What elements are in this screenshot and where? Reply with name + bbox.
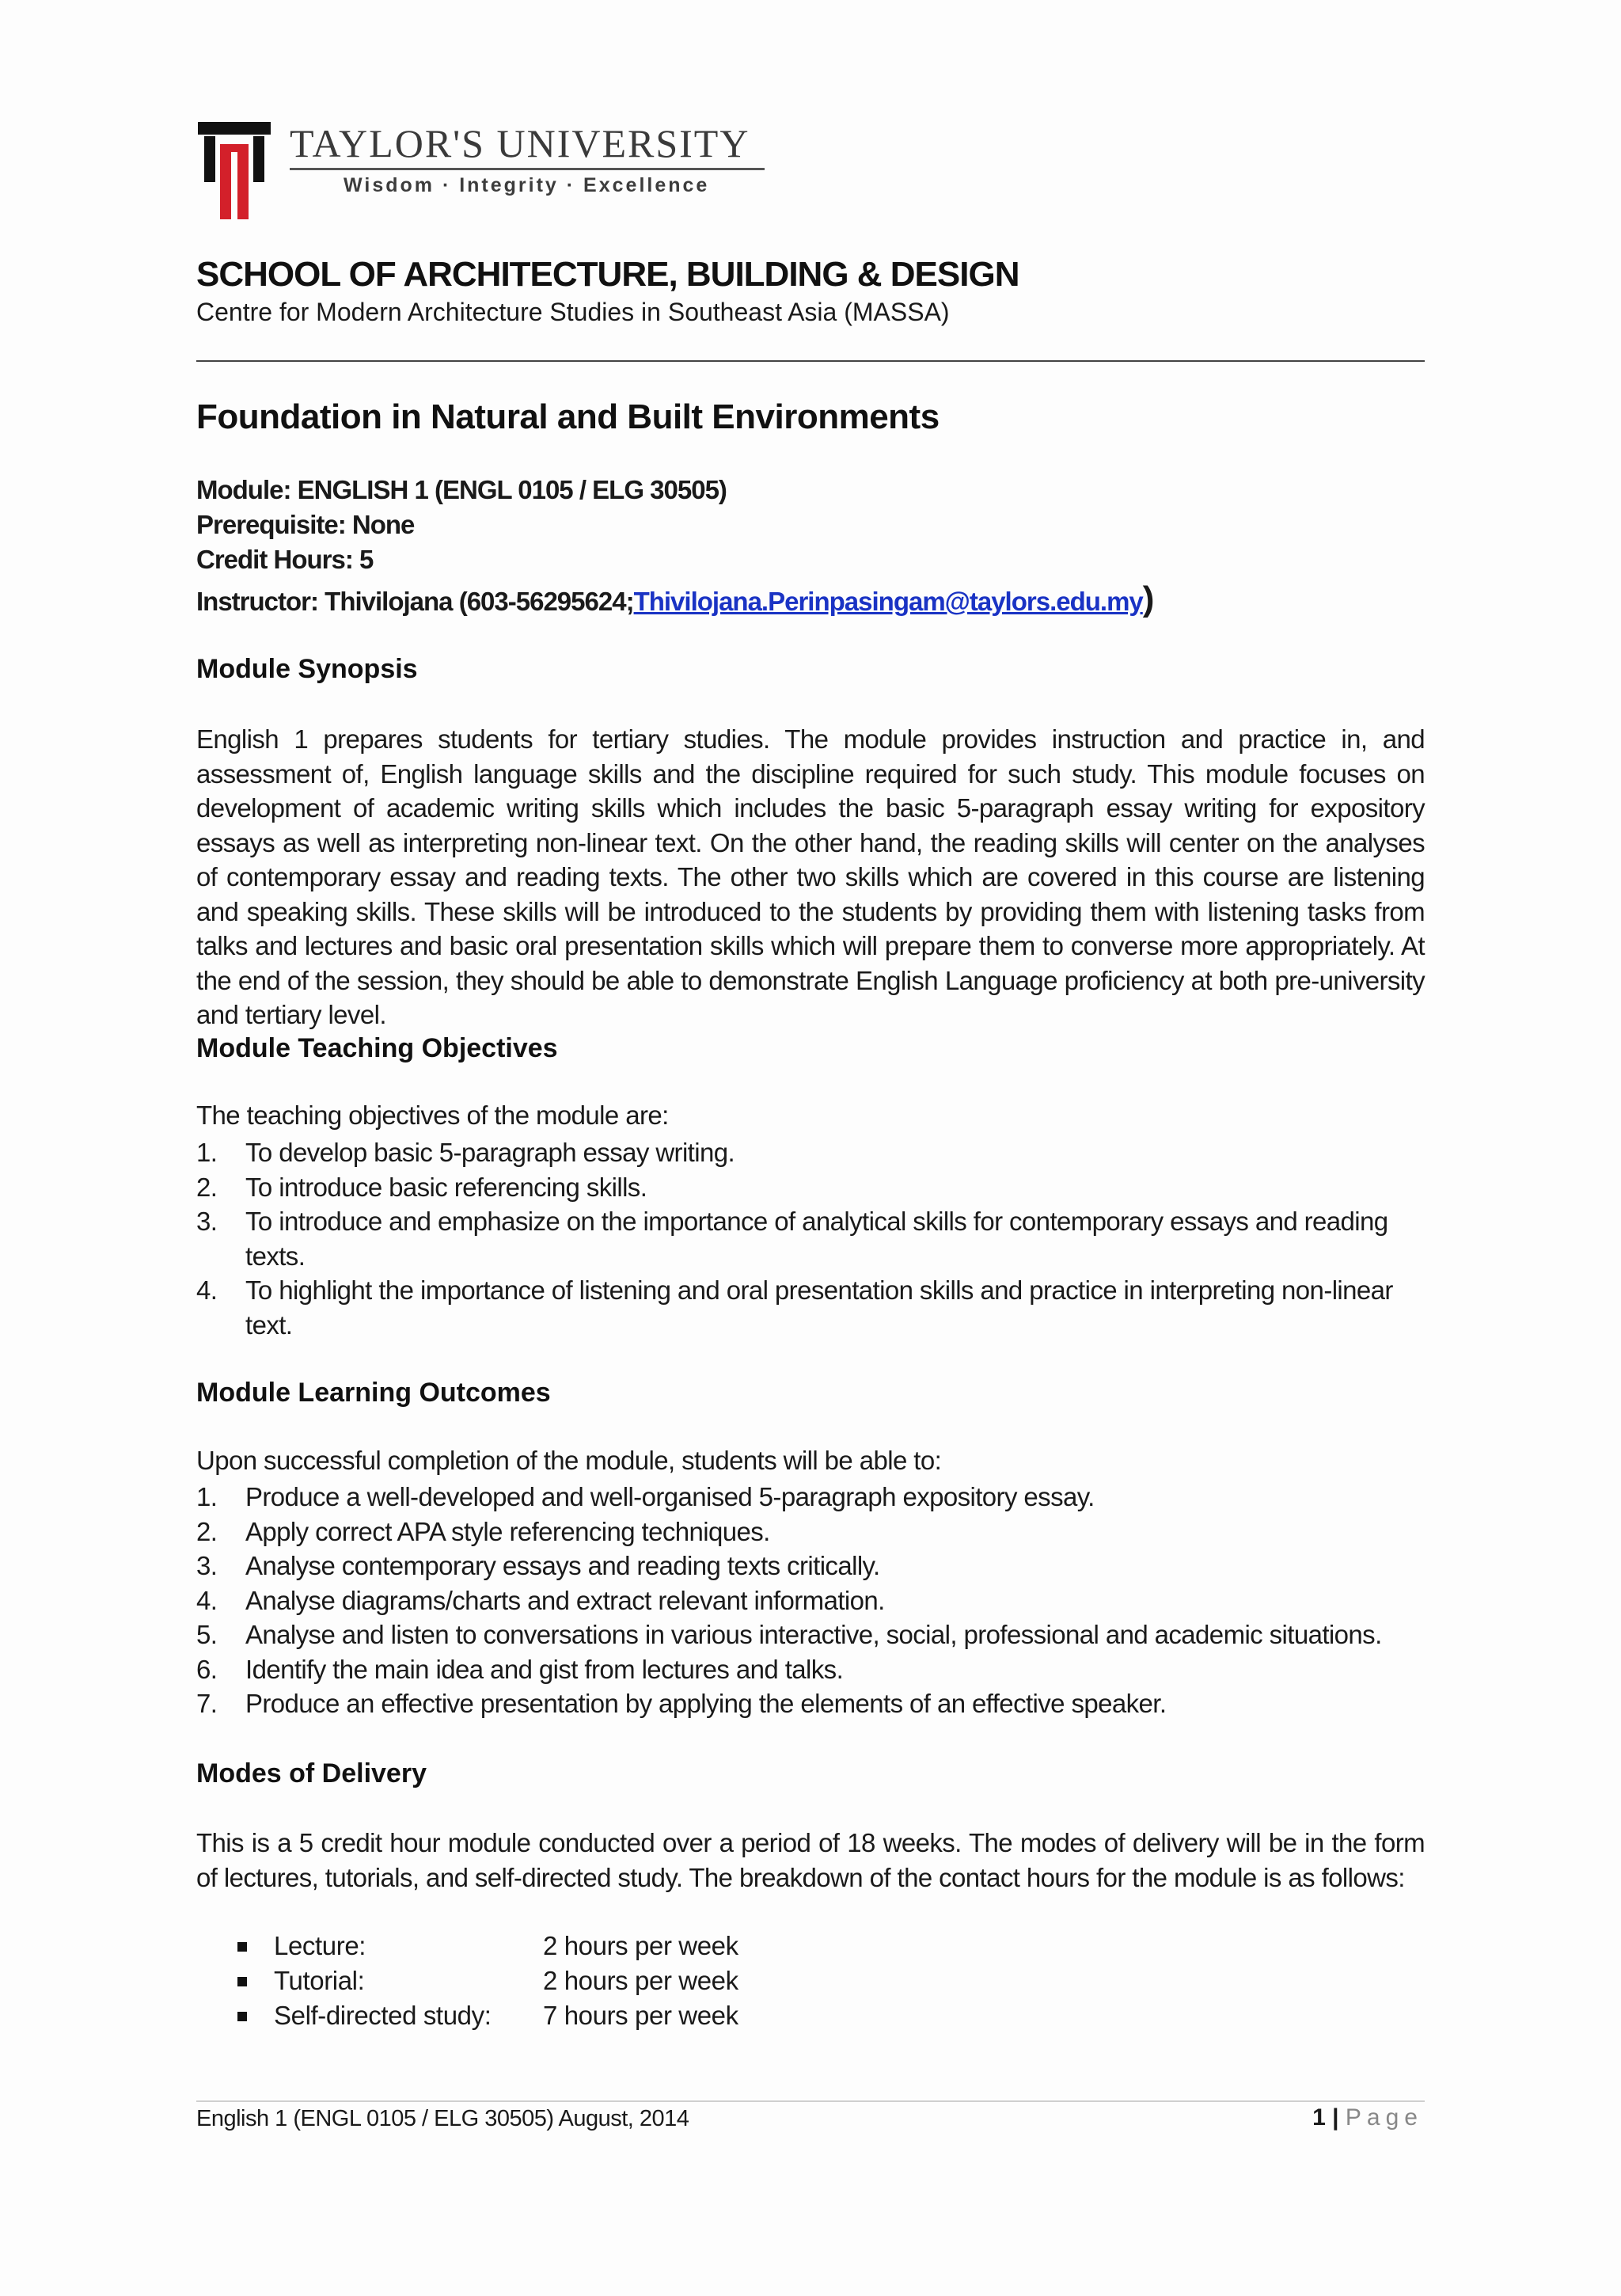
synopsis-heading: Module Synopsis — [196, 654, 418, 684]
outcomes-intro: Upon successful completion of the module, students will be able to: — [196, 1446, 942, 1475]
bullet-square-icon — [237, 1942, 247, 1952]
footer-course-info: English 1 (ENGL 0105 / ELG 30505) August, 2014 — [196, 2106, 689, 2131]
program-title: Foundation in Natural and Built Environments — [196, 397, 940, 436]
list-item: 1. Produce a well-developed and well-organised 5-paragraph expository essay. — [196, 1482, 1095, 1511]
list-item: 4. To highlight the importance of listening and oral presentation skills and practice in interpreting non-linear text. — [196, 1275, 1393, 1340]
list-item: 1. To develop basic 5-paragraph essay writing. — [196, 1138, 735, 1167]
logo-divider — [290, 168, 765, 170]
instructor-text: Instructor: Thivilojana (603-56295624; — [196, 587, 634, 616]
page-number: 1 — [1312, 2104, 1326, 2131]
university-logo — [196, 120, 766, 223]
module-line: Module: ENGLISH 1 (ENGL 0105 / ELG 30505) — [196, 475, 727, 504]
page-separator: | — [1332, 2104, 1339, 2131]
objectives-intro: The teaching objectives of the module are: — [196, 1100, 669, 1130]
instructor-close: ) — [1142, 580, 1154, 618]
objectives-list — [196, 1135, 1425, 1342]
bullet-square-icon — [237, 2012, 247, 2021]
document-page: TAYLOR'S UNIVERSITY Wisdom · Integrity · Excellence SCHOOL OF ARCHITECTURE, BUILDING & DESIGN Centre for Modern Architecture Studies in Southeast Asia (MASSA) Foundation in Natural and Built Environments Module: ENGLISH 1 (ENGL 0105 / ELG 30505) Prerequisite: None Credit Hours: 5 Instructor: Thivilojana (603-56295624;Thivilojana.Perinpasingam@taylors.edu.my) Module Synopsis English 1 prepares students for tertiary studies. The module provides instruction and practice in, and assessment of, English language skills and the discipline required for such study. This module focuses on development of academic writing skills which includes the basic 5-paragraph essay writing for expository essays as well as interpreting non-linear text. On the other hand, the reading skills will center on the analyses of contemporary essay and reading texts. The other two skills which are covered in this course are listening and speaking skills. These skills will be introduced to the students by providing them with listening tasks from talks and lectures and basic oral presentation skills which will prepare them to converse more appropriately. At the end of the session, they should be able to demonstrate English Language proficiency at both pre-university and tertiary level. Module Teaching Objectives The teaching objectives of the module are: 1. To develop basic 5-paragraph essay writing. 2. To introduce basic referencing skills. 3. To introduce and emphasize on the importance of analytical skills for contemporary essays and reading texts. 4. To highlight the importance of listening and oral presentation skills and practice in interpreting non-linear text. Module Learning Outcomes Upon successful completion of the module, students will be able to: 1. Produce a well-developed and well-organised 5-paragraph expository essay. 2. Apply correct APA style referencing techniques. 3. Analyse contemporary essays and reading texts critically. 4. Analyse diagrams/charts and extract relevant information. 5. Analyse and listen to conversations in various interactive, social, professional and academic situations. 6. Identify the main idea and gist from lectures and talks. 7. Produce an effective presentation by applying the elements of an effective speaker. Modes of Delivery This is a 5 credit hour module conducted over a period of 18 weeks. The modes of delivery will be in the form of lectures, tutorials, and self-directed study. The breakdown of the contact hours for the module is as follows: Lecture: 2 hours per week Tutorial: 2 hours per week Self-directed study: 7 hours per week English 1 (ENGL 0105 / ELG 30505) August, 2014 1 | Page — [196, 121, 1425, 2131]
prerequisite-line: Prerequisite: None — [196, 510, 415, 539]
outcomes-list — [196, 1480, 1425, 1721]
logo-wordmark: TAYLOR'S UNIVERSITY — [290, 121, 750, 165]
credit-hours-line: Credit Hours: 5 — [196, 545, 374, 574]
list-item: 3. To introduce and emphasize on the importance of analytical skills for contemporary essays and reading texts. — [196, 1207, 1388, 1271]
instructor-email-link[interactable]: Thivilojana.Perinpasingam@taylors.edu.my — [633, 587, 1143, 616]
delivery-paragraph: This is a 5 credit hour module conducted over a period of 18 weeks. The modes of delivery will be in the form of lectures, tutorials, and self-directed study. The breakdown of the contact hours for the module is as follows: — [196, 1828, 1425, 1892]
list-item: 4. Analyse diagrams/charts and extract relevant information. — [196, 1585, 885, 1615]
list-item: 6. Identify the main idea and gist from lectures and talks. — [196, 1654, 844, 1684]
logo-emblem-icon — [196, 120, 283, 223]
list-item: 3. Analyse contemporary essays and reading texts critically. — [196, 1551, 880, 1580]
list-item: 5. Analyse and listen to conversations in various interactive, social, professional and academic situations. — [196, 1620, 1382, 1649]
list-item: 2. Apply correct APA style referencing techniques. — [196, 1516, 770, 1546]
list-item: 7. Produce an effective presentation by applying the elements of an effective speaker. — [196, 1689, 1167, 1718]
list-item: 2. To introduce basic referencing skills. — [196, 1172, 647, 1202]
header-divider — [196, 360, 1425, 362]
synopsis-paragraph: English 1 prepares students for tertiary studies. The module provides instruction and practice in, and assessment of, English language skills and the discipline required for such study. This module focuses on development of academic writing skills which includes the basic 5-paragraph essay writing for expository essays as well as interpreting non-linear text. On the other hand, the reading skills will center on the analyses of contemporary essay and reading texts. The other two skills which are covered in this course are listening and speaking skills. These skills will be introduced to the students by providing them with listening tasks from talks and lectures and basic oral presentation skills which will prepare them to converse more appropriately. At the end of the session, they should be able to demonstrate English Language proficiency at both pre-university and tertiary level. — [196, 724, 1425, 1029]
bullet-square-icon — [237, 1977, 247, 1986]
outcomes-heading: Module Learning Outcomes — [196, 1378, 551, 1408]
objectives-heading: Module Teaching Objectives — [196, 1033, 558, 1063]
footer-divider — [196, 2100, 1425, 2102]
centre-subtitle: Centre for Modern Architecture Studies in Southeast Asia (MASSA) — [196, 298, 950, 326]
school-title: SCHOOL OF ARCHITECTURE, BUILDING & DESIGN — [196, 255, 1019, 294]
instructor-line — [196, 580, 1153, 619]
page-label: Page — [1345, 2104, 1423, 2131]
page-indicator — [1312, 2104, 1423, 2131]
logo-tagline: Wisdom · Integrity · Excellence — [344, 174, 710, 196]
delivery-heading: Modes of Delivery — [196, 1758, 427, 1789]
